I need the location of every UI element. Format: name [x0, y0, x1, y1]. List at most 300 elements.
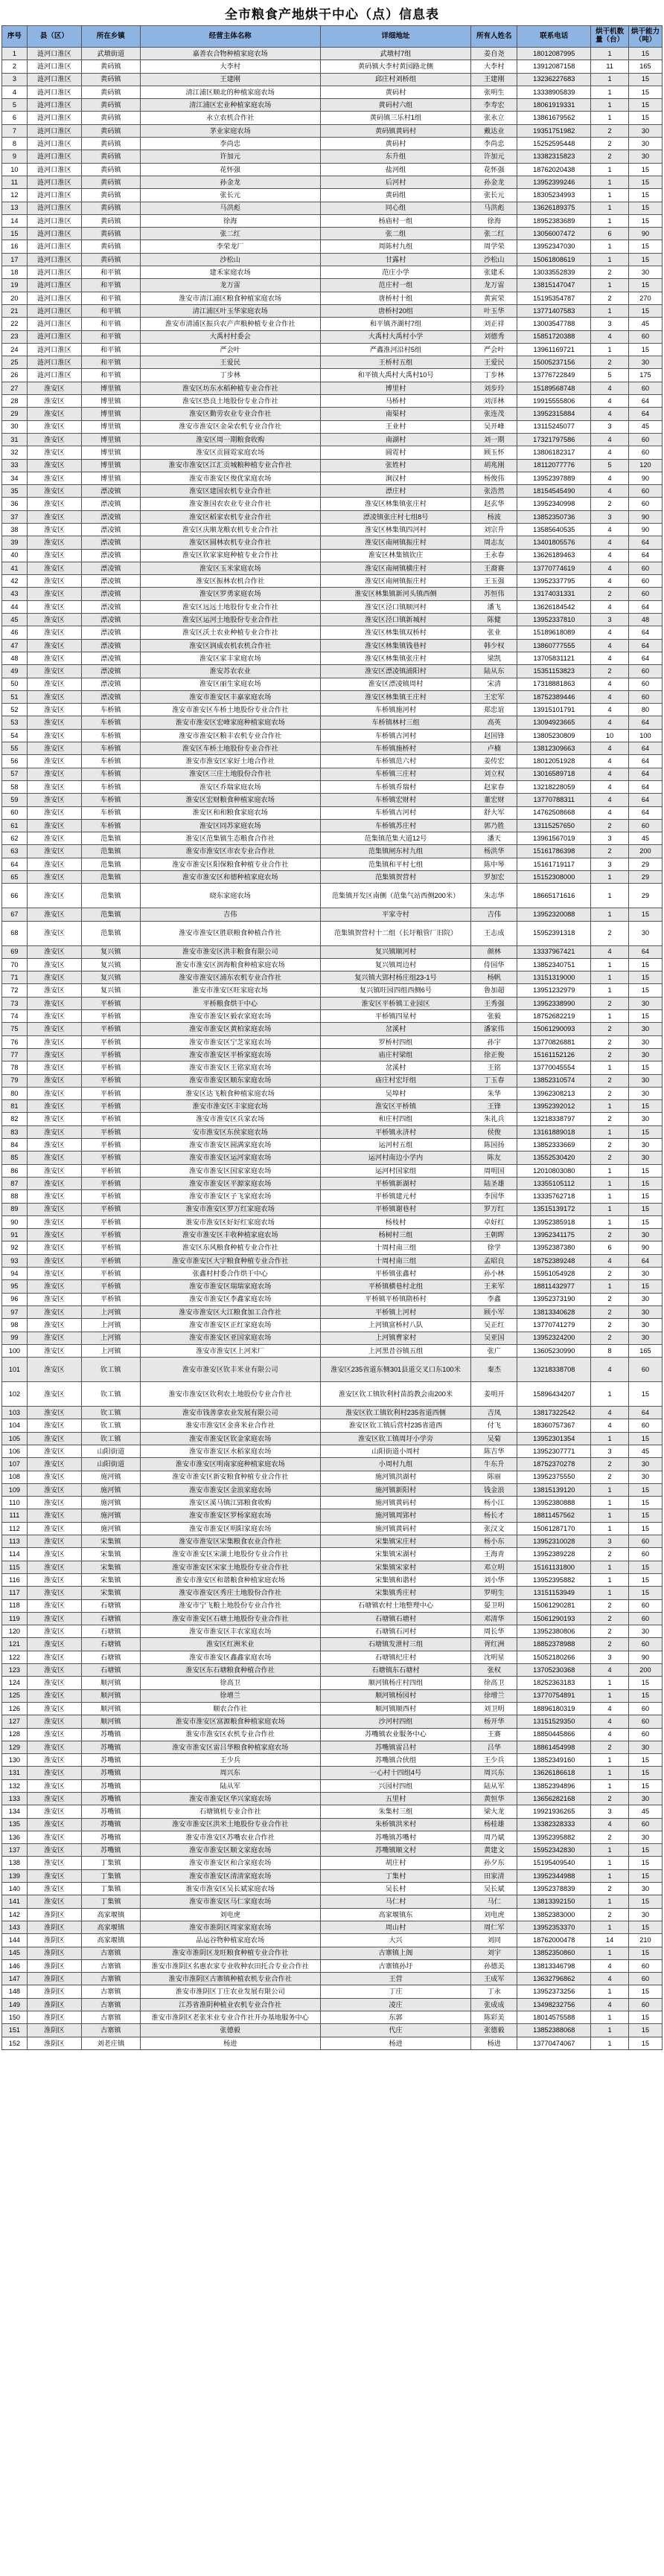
cell-capacity: 15: [628, 2011, 662, 2024]
cell-dryer-count: 1: [591, 279, 629, 292]
table-row: [2, 958, 663, 971]
cell-index: 39: [2, 536, 28, 549]
cell-dryer-count: 4: [591, 652, 629, 664]
cell-town: 博里镇: [81, 408, 140, 420]
cell-town: 平桥镇: [81, 1061, 140, 1074]
cell-phone: 18762020438: [517, 163, 591, 176]
cell-dryer-count: 1: [591, 958, 629, 971]
cell-county: 淮安区: [27, 433, 81, 446]
cell-index: 65: [2, 871, 28, 884]
cell-index: 22: [2, 318, 28, 330]
cell-county: 淮安区: [27, 780, 81, 793]
cell-address: 盐河组: [320, 163, 471, 176]
cell-town: 漂凌镇: [81, 562, 140, 574]
cell-owner: 顾小军: [471, 1305, 517, 1318]
table-row: [2, 971, 663, 984]
table-row: [2, 1254, 663, 1267]
table-row: [2, 1793, 663, 1805]
cell-dryer-count: 1: [591, 2024, 629, 2037]
cell-phone: 13952392012: [517, 1100, 591, 1113]
cell-county: 涟河口淮区: [27, 48, 81, 60]
cell-phone: 13626186618: [517, 1767, 591, 1779]
cell-index: 14: [2, 214, 28, 227]
cell-index: 12: [2, 189, 28, 202]
cell-address: 淮安区平桥镇: [320, 1100, 471, 1113]
cell-index: 78: [2, 1061, 28, 1074]
cell-entity: 淮安市淮安区水稻家庭农场: [140, 1445, 320, 1457]
cell-entity: 淮安区范集镇生态粮食合作社: [140, 832, 320, 845]
cell-town: 黄码镇: [81, 176, 140, 188]
cell-entity: 淮安区和和粮食家庭农场: [140, 806, 320, 819]
cell-capacity: 30: [628, 266, 662, 279]
cell-address: 石塘镇农村土地整理中心: [320, 1599, 471, 1612]
cell-dryer-count: 2: [591, 1305, 629, 1318]
cell-capacity: 60: [628, 446, 662, 459]
cell-phone: 13952347030: [517, 240, 591, 253]
cell-county: 淮阴区: [27, 1947, 81, 1959]
cell-dryer-count: 2: [591, 498, 629, 510]
cell-town: 平桥镇: [81, 1203, 140, 1215]
cell-index: 2: [2, 60, 28, 73]
cell-county: 淮安区: [27, 729, 81, 742]
cell-capacity: 90: [628, 1651, 662, 1663]
cell-owner: 龙万雷: [471, 279, 517, 292]
cell-county: 涟河口淮区: [27, 99, 81, 112]
cell-owner: 刘小华: [471, 1573, 517, 1586]
cell-dryer-count: 2: [591, 845, 629, 858]
table-row: [2, 921, 663, 945]
cell-address: 罗桥村四组: [320, 1035, 471, 1048]
cell-owner: 周明国: [471, 1164, 517, 1177]
cell-index: 135: [2, 1818, 28, 1831]
cell-capacity: 30: [628, 1113, 662, 1125]
cell-index: 17: [2, 253, 28, 266]
cell-dryer-count: 1: [591, 202, 629, 214]
cell-entity: 淮安市淮安区国家家庭农场: [140, 1164, 320, 1177]
cell-town: 苏嘴镇: [81, 1767, 140, 1779]
cell-county: 淮安区: [27, 472, 81, 484]
cell-index: 115: [2, 1561, 28, 1573]
cell-address: 上河黑昔谷镇五组: [320, 1344, 471, 1357]
cell-phone: 19921936265: [517, 1805, 591, 1818]
cell-dryer-count: 4: [591, 1358, 629, 1382]
cell-town: 丁集镇: [81, 1869, 140, 1882]
table-row: [2, 1344, 663, 1357]
cell-entity: 淮安区振林农机合作社: [140, 575, 320, 588]
cell-index: 50: [2, 678, 28, 690]
cell-county: 淮安区: [27, 1152, 81, 1164]
cell-owner: 张成成: [471, 1998, 517, 2011]
cell-county: 涟河口淮区: [27, 189, 81, 202]
cell-county: 淮安区: [27, 1113, 81, 1125]
cell-index: 136: [2, 1831, 28, 1843]
cell-dryer-count: 2: [591, 1612, 629, 1625]
cell-phone: 15851720388: [517, 330, 591, 343]
table-row: [2, 1883, 663, 1895]
table-row: [2, 1139, 663, 1152]
cell-capacity: 15: [628, 2024, 662, 2037]
cell-county: 淮安区: [27, 1229, 81, 1242]
cell-entity: 淮安市清浦区振兵农产声粮种植专业合作社: [140, 318, 320, 330]
cell-index: 150: [2, 2011, 28, 2024]
cell-address: 武墩村7组: [320, 48, 471, 60]
cell-capacity: 15: [628, 343, 662, 356]
cell-owner: 刘正祥: [471, 318, 517, 330]
cell-capacity: 15: [628, 1010, 662, 1023]
col-header-town: 所在乡镇: [81, 26, 140, 48]
cell-index: 51: [2, 690, 28, 703]
cell-entity: 大李村: [140, 60, 320, 73]
table-row: [2, 639, 663, 652]
cell-owner: 陈中琴: [471, 858, 517, 870]
cell-phone: 18014575588: [517, 2011, 591, 2024]
cell-phone: 13852350736: [517, 510, 591, 523]
cell-index: 116: [2, 1573, 28, 1586]
cell-entity: 淮安市淮阴区周家家庭农场: [140, 1921, 320, 1933]
cell-phone: 15161152126: [517, 1048, 591, 1061]
cell-capacity: 60: [628, 1818, 662, 1831]
cell-dryer-count: 2: [591, 1152, 629, 1164]
cell-town: 漂凌镇: [81, 523, 140, 536]
cell-county: 淮安区: [27, 1883, 81, 1895]
cell-address: 淮安区泾口镇顺河村: [320, 600, 471, 613]
cell-owner: 姜自尧: [471, 48, 517, 60]
cell-capacity: 60: [628, 1702, 662, 1715]
cell-county: 淮安区: [27, 1728, 81, 1741]
cell-phone: 13337967421: [517, 945, 591, 958]
table-row: [2, 858, 663, 870]
cell-index: 128: [2, 1728, 28, 1741]
cell-address: 唐桥村20组: [320, 304, 471, 317]
cell-county: 淮安区: [27, 1203, 81, 1215]
cell-town: 平桥镇: [81, 1152, 140, 1164]
table-row: [2, 318, 663, 330]
table-row: [2, 1203, 663, 1215]
cell-phone: 18112077776: [517, 459, 591, 472]
cell-entity: 淮安市淮安区鑫鑫家庭农场: [140, 1651, 320, 1663]
cell-address: 吴埠村: [320, 1087, 471, 1099]
cell-capacity: 64: [628, 780, 662, 793]
table-row: [2, 1805, 663, 1818]
cell-entity: 江苏省淮阴种植业农机专业合作社: [140, 1998, 320, 2011]
cell-owner: 刘一期: [471, 433, 517, 446]
cell-dryer-count: 1: [591, 1754, 629, 1767]
cell-dryer-count: 3: [591, 614, 629, 626]
cell-address: 兴园村四组: [320, 1779, 471, 1792]
cell-phone: 15195409540: [517, 1857, 591, 1869]
table-row: [2, 845, 663, 858]
cell-owner: 高英: [471, 716, 517, 729]
cell-capacity: 64: [628, 1254, 662, 1267]
cell-county: 淮阴区: [27, 1934, 81, 1947]
cell-county: 淮安区: [27, 600, 81, 613]
cell-phone: 13852383000: [517, 1908, 591, 1921]
cell-index: 3: [2, 73, 28, 86]
cell-capacity: 15: [628, 1895, 662, 1908]
cell-dryer-count: 1: [591, 214, 629, 227]
cell-phone: 15061290193: [517, 1612, 591, 1625]
cell-address: 平桥镇张鑫村: [320, 1268, 471, 1280]
cell-dryer-count: 2: [591, 1599, 629, 1612]
cell-owner: 潘家伟: [471, 1023, 517, 1035]
cell-address: 车桥镇施桥村: [320, 742, 471, 755]
cell-index: 114: [2, 1548, 28, 1561]
cell-phone: 13770754891: [517, 1689, 591, 1702]
cell-phone: 13515139172: [517, 1203, 591, 1215]
cell-index: 21: [2, 304, 28, 317]
cell-capacity: 64: [628, 768, 662, 780]
cell-entity: 淮安市淮安区洪米土地股份专业合作社: [140, 1818, 320, 1831]
cell-dryer-count: 4: [591, 1998, 629, 2011]
cell-capacity: 60: [628, 330, 662, 343]
table-row: [2, 1998, 663, 2011]
cell-entity: 淮安市淮安区顺东家庭农场: [140, 1074, 320, 1087]
cell-dryer-count: 1: [591, 112, 629, 124]
cell-phone: 15161131800: [517, 1561, 591, 1573]
table-row: [2, 498, 663, 510]
cell-town: 黄码镇: [81, 138, 140, 150]
cell-capacity: 15: [628, 240, 662, 253]
cell-capacity: 15: [628, 2037, 662, 2049]
cell-entity: 淮安市淮安区宋家土地股份专业合作社: [140, 1561, 320, 1573]
cell-capacity: 200: [628, 1664, 662, 1677]
cell-dryer-count: 4: [591, 330, 629, 343]
cell-county: 淮安区: [27, 1587, 81, 1599]
table-row: [2, 832, 663, 845]
cell-town: 高家堰镇: [81, 1921, 140, 1933]
cell-index: 138: [2, 1857, 28, 1869]
cell-index: 126: [2, 1702, 28, 1715]
cell-phone: 18861454998: [517, 1741, 591, 1753]
cell-county: 淮安区: [27, 498, 81, 510]
cell-town: 漂凌镇: [81, 690, 140, 703]
cell-county: 淮安区: [27, 1445, 81, 1457]
cell-town: 古寨镇: [81, 1985, 140, 1998]
cell-county: 淮安区: [27, 1382, 81, 1407]
table-row: [2, 408, 663, 420]
cell-county: 淮安区: [27, 562, 81, 574]
cell-index: 23: [2, 330, 28, 343]
cell-capacity: 29: [628, 884, 662, 908]
cell-address: 车桥镇宏财村: [320, 794, 471, 806]
table-row: [2, 1319, 663, 1332]
cell-capacity: 15: [628, 99, 662, 112]
table-row: [2, 60, 663, 73]
cell-owner: 卢楠: [471, 742, 517, 755]
table-row: [2, 176, 663, 188]
cell-owner: 陈国扬: [471, 1139, 517, 1152]
cell-index: 52: [2, 704, 28, 716]
cell-entity: 淮安市淮安区家好土地合作社: [140, 755, 320, 768]
cell-phone: 13151319000: [517, 971, 591, 984]
cell-dryer-count: 2: [591, 1458, 629, 1471]
cell-owner: 杨开华: [471, 1715, 517, 1728]
cell-town: 顺河镇: [81, 1689, 140, 1702]
cell-phone: 13951232979: [517, 984, 591, 997]
cell-town: 车桥镇: [81, 806, 140, 819]
cell-entity: 淮安区稻家农机专业合作社: [140, 510, 320, 523]
cell-entity: 严会叶: [140, 343, 320, 356]
cell-phone: 13952385918: [517, 1215, 591, 1228]
cell-phone: 13770788311: [517, 794, 591, 806]
cell-address: 沙河村四组: [320, 1715, 471, 1728]
cell-capacity: 15: [628, 1587, 662, 1599]
table-row: [2, 1754, 663, 1767]
cell-entity: 淮安市宁飞粮土地股份专业合作社: [140, 1599, 320, 1612]
cell-entity: 淮安区沃土农业种植专业合作社: [140, 626, 320, 639]
cell-owner: 周仁军: [471, 1921, 517, 1933]
cell-address: 苏嘴镇雷吕村: [320, 1741, 471, 1753]
table-row: [2, 780, 663, 793]
cell-index: 111: [2, 1509, 28, 1522]
cell-phone: 15952342830: [517, 1844, 591, 1857]
cell-dryer-count: 1: [591, 1177, 629, 1189]
cell-address: 范集镇和平村七组: [320, 858, 471, 870]
cell-town: 博里镇: [81, 382, 140, 394]
cell-index: 35: [2, 485, 28, 498]
cell-address: 平桥镇永济村: [320, 1125, 471, 1138]
cell-dryer-count: 4: [591, 1818, 629, 1831]
table-row: [2, 253, 663, 266]
cell-capacity: 64: [628, 395, 662, 408]
cell-owner: 李尚忠: [471, 138, 517, 150]
cell-dryer-count: 1: [591, 189, 629, 202]
cell-phone: 13401805576: [517, 536, 591, 549]
cell-phone: 13852350860: [517, 1947, 591, 1959]
cell-owner: 吴菊: [471, 1432, 517, 1445]
cell-address: 运河村五组: [320, 1139, 471, 1152]
cell-capacity: 15: [628, 1497, 662, 1509]
cell-dryer-count: 2: [591, 1908, 629, 1921]
cell-town: 车桥镇: [81, 768, 140, 780]
cell-dryer-count: 1: [591, 253, 629, 266]
table-row: [2, 2024, 663, 2037]
cell-owner: 姜传宏: [471, 755, 517, 768]
table-row: [2, 163, 663, 176]
cell-owner: 张长元: [471, 189, 517, 202]
cell-town: 漂凌镇: [81, 588, 140, 600]
cell-entity: 徐增兰: [140, 1689, 320, 1702]
cell-address: 范集镇范集大道12号: [320, 832, 471, 845]
cell-address: 复兴镇旺园四组西侧6号: [320, 984, 471, 997]
cell-town: 漂凌镇: [81, 498, 140, 510]
cell-town: 钦工镇: [81, 1419, 140, 1432]
cell-county: 淮阴区: [27, 2024, 81, 2037]
cell-index: 96: [2, 1293, 28, 1305]
cell-county: 淮安区: [27, 382, 81, 394]
cell-capacity: 60: [628, 562, 662, 574]
cell-owner: 张权: [471, 1664, 517, 1677]
cell-dryer-count: 3: [591, 1805, 629, 1818]
cell-dryer-count: 3: [591, 1651, 629, 1663]
cell-address: 上河镇富桥村八队: [320, 1319, 471, 1332]
cell-county: 淮安区: [27, 1599, 81, 1612]
cell-owner: 周乃斌: [471, 1831, 517, 1843]
cell-town: 车桥镇: [81, 704, 140, 716]
cell-phone: 15152308000: [517, 871, 591, 884]
cell-owner: 王秀强: [471, 997, 517, 1009]
cell-entity: 石塘镇机专业合作社: [140, 1805, 320, 1818]
cell-address: 漂庄村: [320, 485, 471, 498]
cell-county: 涟河口淮区: [27, 86, 81, 98]
cell-entity: 淮安市淮安区圆满家庭农场: [140, 1139, 320, 1152]
cell-entity: 淮安市淮安区宁芝家庭农场: [140, 1035, 320, 1048]
cell-dryer-count: 1: [591, 48, 629, 60]
table-row: [2, 1023, 663, 1035]
cell-county: 淮安区: [27, 575, 81, 588]
cell-entity: 淮安市淮安区市农专业合作社: [140, 845, 320, 858]
table-row: [2, 614, 663, 626]
cell-town: 宋集镇: [81, 1548, 140, 1561]
cell-county: 淮安区: [27, 1048, 81, 1061]
cell-phone: 13626184542: [517, 600, 591, 613]
cell-capacity: 60: [628, 819, 662, 832]
cell-owner: 田家清: [471, 1869, 517, 1882]
cell-owner: 付飞: [471, 1419, 517, 1432]
table-row: [2, 1548, 663, 1561]
cell-county: 淮安区: [27, 665, 81, 678]
cell-dryer-count: 4: [591, 704, 629, 716]
cell-phone: 17321797586: [517, 433, 591, 446]
cell-owner: 丁永: [471, 1985, 517, 1998]
cell-owner: 梁凯: [471, 652, 517, 664]
cell-entity: 花怀强: [140, 163, 320, 176]
cell-entity: 陆从军: [140, 1779, 320, 1792]
cell-owner: 杨波: [471, 510, 517, 523]
cell-owner: 黄寅荣: [471, 292, 517, 304]
cell-dryer-count: 3: [591, 832, 629, 845]
cell-owner: 杨俊伟: [471, 472, 517, 484]
cell-dryer-count: 1: [591, 1061, 629, 1074]
cell-phone: 13552530420: [517, 1152, 591, 1164]
table-row: [2, 678, 663, 690]
cell-town: 和平镇: [81, 304, 140, 317]
cell-capacity: 60: [628, 433, 662, 446]
cell-capacity: 15: [628, 1190, 662, 1203]
cell-dryer-count: 4: [591, 1702, 629, 1715]
cell-owner: 李寿宏: [471, 99, 517, 112]
cell-phone: 13355105112: [517, 1177, 591, 1189]
cell-owner: 胥红洲: [471, 1638, 517, 1651]
cell-capacity: 30: [628, 1305, 662, 1318]
cell-dryer-count: 4: [591, 716, 629, 729]
cell-address: 凌庄: [320, 1998, 471, 2011]
cell-town: 复兴镇: [81, 945, 140, 958]
cell-dryer-count: 2: [591, 1831, 629, 1843]
cell-owner: 王志成: [471, 921, 517, 945]
cell-county: 淮安区: [27, 704, 81, 716]
cell-phone: 13952340998: [517, 498, 591, 510]
cell-entity: 淮安区同苏家庭农场: [140, 819, 320, 832]
table-row: [2, 600, 663, 613]
cell-entity: 淮安市淮安区胜联粮食种植合作社: [140, 921, 320, 945]
cell-entity: 龙万雷: [140, 279, 320, 292]
cell-entity: 淮安市淮安区秀庄土地股份合作社: [140, 1587, 320, 1599]
cell-phone: 13115245077: [517, 420, 591, 433]
cell-capacity: 30: [628, 921, 662, 945]
cell-town: 古寨镇: [81, 1973, 140, 1985]
cell-address: 杨树村三组: [320, 1229, 471, 1242]
cell-address: 黄码村: [320, 138, 471, 150]
table-row: [2, 704, 663, 716]
cell-phone: 13852349160: [517, 1754, 591, 1767]
cell-entity: 淮安淮国农农业专业合作社: [140, 498, 320, 510]
cell-address: 顺河镇杨园村: [320, 1689, 471, 1702]
cell-owner: 侯俊: [471, 1125, 517, 1138]
cell-owner: 孙宇: [471, 1035, 517, 1048]
title-bar: [0, 0, 664, 25]
cell-capacity: 15: [628, 1382, 662, 1407]
